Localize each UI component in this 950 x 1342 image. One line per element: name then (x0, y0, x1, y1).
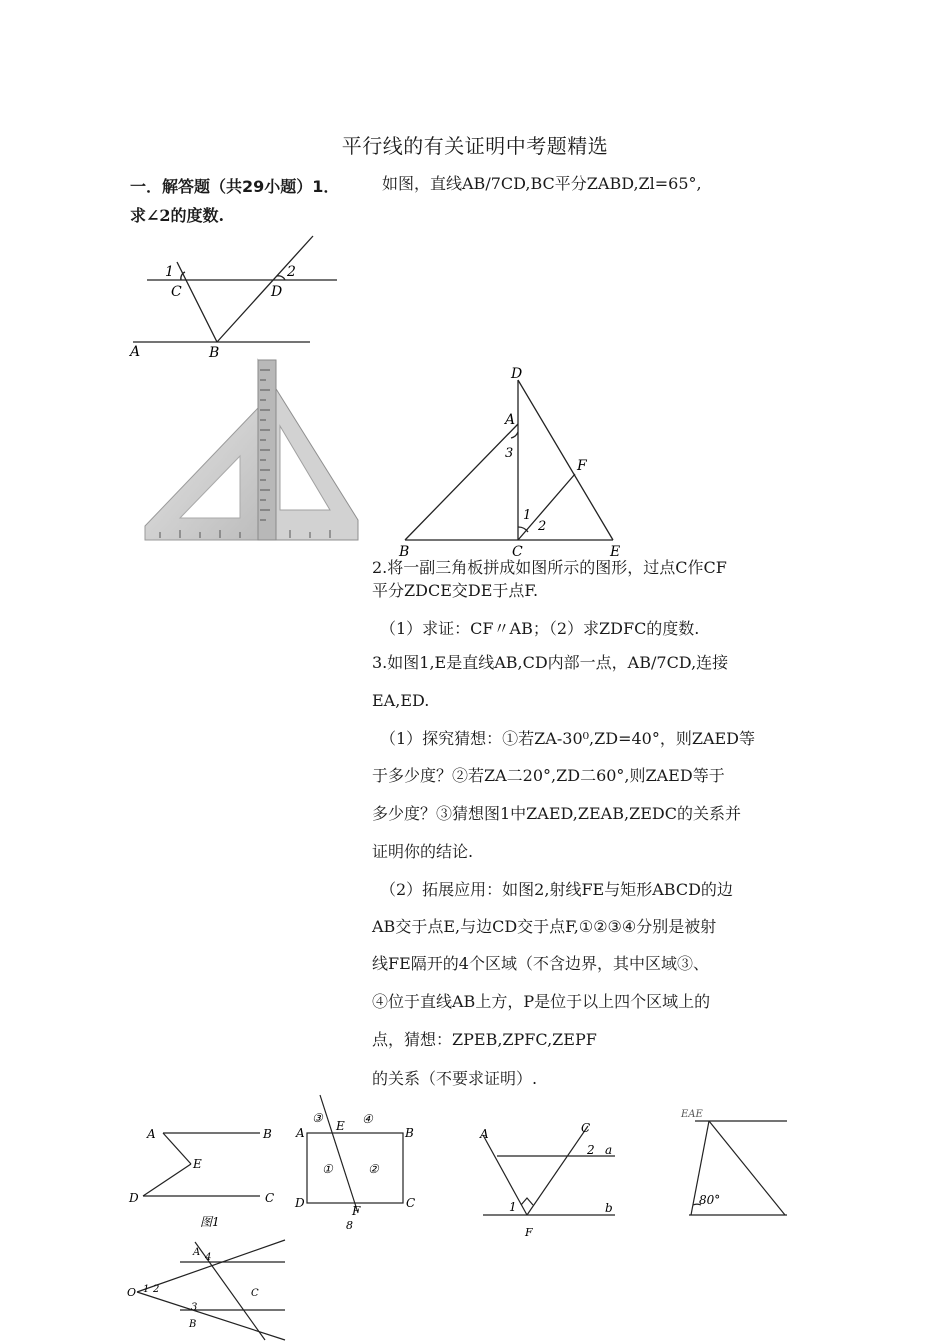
question-3-line-5: 多少度？③猜想图1中ZAED,ZEAB,ZEDC的关系并 (372, 804, 741, 823)
fig3-caption: 图1 (200, 1215, 220, 1229)
fig2-label-c: C (512, 544, 523, 560)
fig1-label-2: 2 (287, 264, 296, 280)
fig1-label-a: A (130, 344, 141, 360)
section-heading: 一．解答题（共29小题）1． (130, 177, 340, 196)
figure-5-v-shape (475, 1118, 625, 1238)
fig1-label-1: 1 (165, 264, 174, 280)
fig7-label-1: 1 (143, 1284, 150, 1295)
figure-7-angles (125, 1240, 295, 1342)
figure-6-triangle (675, 1105, 800, 1220)
question-1-line-1: 如图，直线AB/7CD,BC平分ZABD,Zl=65°, (382, 174, 702, 193)
fig7-label-a: A (193, 1247, 201, 1258)
fig4-label-f: F (352, 1204, 361, 1218)
fig4-label-e: E (336, 1119, 345, 1133)
fig4-label-b: B (405, 1126, 414, 1140)
question-3-line-3: （1）探究猜想：①若ZA-30⁰,ZD=40°，则ZAED等 (380, 729, 756, 748)
question-1-line-2: 求∠2的度数. (130, 206, 225, 225)
fig2-label-e: E (610, 544, 621, 560)
fig7-label-2: 2 (153, 1284, 160, 1295)
fig3-label-e: E (193, 1157, 202, 1171)
question-3-line-6: 证明你的结论. (372, 842, 474, 861)
question-2-line-3: （1）求证：CF〃AB；（2）求ZDFC的度数. (380, 619, 700, 638)
fig6-label-top: EAE (681, 1109, 703, 1120)
fig2-label-1: 1 (523, 508, 532, 523)
fig3-label-d: D (129, 1191, 139, 1205)
fig2-label-b: B (399, 544, 410, 560)
fig4-region-3: ③ (312, 1111, 323, 1125)
question-3-line-12: 的关系（不要求证明）. (372, 1069, 538, 1088)
question-3-line-2: EA,ED. (372, 691, 430, 710)
fig2-label-d: D (511, 366, 523, 382)
fig3-label-b: B (263, 1127, 272, 1141)
fig2-label-a: A (505, 412, 516, 428)
question-3-line-10: ④位于直线AB上方，P是位于以上四个区域上的 (372, 992, 711, 1011)
question-3-line-8: AB交于点E,与边CD交于点F,①②③④分别是被射 (372, 917, 717, 936)
fig4-region-2: ② (368, 1162, 379, 1176)
question-3-line-9: 线FE隔开的4个区域（不含边界，其中区域③、 (372, 954, 709, 973)
fig5-label-f: F (525, 1226, 533, 1239)
question-3-line-11: 点，猜想：ZPEB,ZPFC,ZEPF (372, 1030, 597, 1049)
fig4-region-4: ④ (362, 1112, 373, 1126)
fig3-label-c: C (265, 1191, 275, 1205)
fig6-angle-80: 80° (699, 1193, 721, 1207)
fig7-label-o: O (127, 1286, 137, 1299)
fig4-label-c: C (406, 1196, 416, 1210)
fig2-label-3: 3 (505, 446, 514, 461)
page-title: 平行线的有关证明中考题精选 (341, 134, 609, 158)
fig7-label-c: C (251, 1288, 259, 1299)
question-2-line-2: 平分ZDCE交DE于点F. (372, 581, 539, 600)
figure-2-triangles (395, 362, 635, 562)
question-3-line-4: 于多少度？②若ZA二20°,ZD二60°,则ZAED等于 (372, 766, 725, 785)
fig5-label-a-line: a (605, 1143, 613, 1157)
fig1-label-c: C (171, 284, 182, 300)
fig7-label-3: 3 (191, 1302, 198, 1313)
fig7-label-4: 4 (205, 1252, 212, 1263)
fig4-label-d: D (295, 1196, 305, 1210)
fig2-label-2: 2 (538, 519, 547, 534)
fig5-label-c: C (581, 1121, 591, 1135)
question-3-line-1: 3.如图1,E是直线AB,CD内部一点，AB/7CD,连接 (372, 653, 729, 672)
fig2-label-f: F (577, 458, 587, 474)
question-3-line-7: （2）拓展应用：如图2,射线FE与矩形ABCD的边 (380, 880, 733, 899)
figure-1-parallel-lines (125, 232, 325, 362)
set-square-photo (140, 358, 360, 543)
fig5-label-a: A (480, 1127, 489, 1141)
fig3-label-a: A (147, 1127, 156, 1141)
figure-3-zigzag (125, 1118, 285, 1233)
fig4-caption: 8 (346, 1219, 353, 1232)
fig1-label-b: B (209, 345, 220, 361)
fig1-label-d: D (271, 284, 283, 300)
fig7-label-b: B (189, 1319, 197, 1330)
figure-4-rectangle (290, 1095, 430, 1235)
fig5-label-1: 1 (509, 1200, 517, 1214)
question-2-line-1: 2.将一副三角板拼成如图所示的图形，过点C作CF (372, 558, 727, 577)
fig4-region-1: ① (322, 1162, 333, 1176)
fig5-label-b-line: b (605, 1201, 613, 1215)
fig4-label-a: A (296, 1126, 305, 1140)
fig5-label-2: 2 (587, 1143, 595, 1157)
